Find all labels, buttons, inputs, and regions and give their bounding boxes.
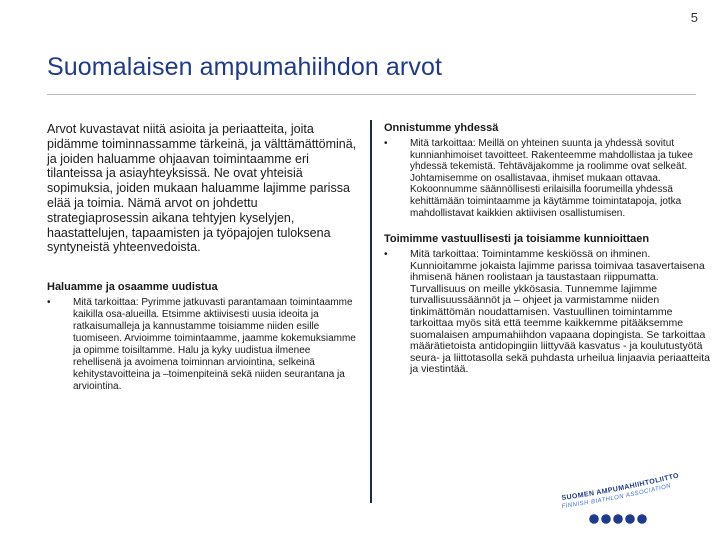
bullet-text: Mitä tarkoittaa: Toimintamme keskiössä on ihminen. Kunnioitamme jokaista lajimme parissa toimivaa tasavertaisena ihmisenä hänen roolistaan ja taustastaan riippumatta. Turvallisuus on meille ykkösasia. Tunnemme lajimme turvallisuussäännöt ja – ohjeet ja varmistamme niiden tinkimättömän noudattamisen. Vastuullinen toimintamme tarkoittaa myös sitä että teemme kaikkemme pitääksemme suomalaisen ampumahiihdon vapaana dopingista. Se tarkoittaa määrätietoista antidopingiin liittyvää kasvatus - ja koulutustyötä seura- ja liittotasolla sekä puhdasta urheilua linjaavia periaatteita ja viestintää.: [410, 248, 710, 376]
association-logo-graphic: [552, 472, 712, 530]
right-column: [384, 122, 710, 474]
logo-dot: [625, 514, 635, 524]
logo-dot: [613, 514, 623, 524]
logo-dot: [637, 514, 647, 524]
bullet-marker: •: [384, 249, 388, 261]
page-title: Suomalaisen ampumahiihdon arvot: [47, 53, 442, 81]
title-divider: [47, 94, 696, 95]
logo-dot: [601, 514, 611, 524]
value-section-responsibility: [384, 233, 710, 376]
section-heading: Toimimme vastuullisesti ja toisiamme kunnioittaen: [384, 233, 650, 246]
logo-text-line1: SUOMEN AMPUMAHIIHTOLIITTO: [561, 472, 680, 502]
bullet-text: Mitä tarkoittaa: Meillä on yhteinen suunta ja yhdessä sovitut kunnianhimoiset tavoitteet. Rakenteemme mahdollistaa ja tukee yhdessä tekemistä. Tehtäväjakomme ja roolimme ovat selkeät. Johtamisemme on osallistavaa, ihmiset mukaan ottavaa. Kokoonnumme säännöllisesti erilaisilla foorumeilla yhdessä kehittämään toimintaamme ja käytämme toimintatapoja, jotka mahdollistavat kaikkien aktiivisen osallistumisen.: [410, 138, 693, 219]
bullet-marker: •: [47, 297, 51, 309]
bullet-item: [384, 249, 710, 376]
logo-dot: [589, 514, 599, 524]
value-section-renew: [47, 281, 359, 392]
bullet-item: [47, 297, 359, 392]
left-column: [47, 122, 359, 392]
logo-text-line2: FINNISH BIATHLON ASSOCIATION: [561, 483, 672, 510]
page-number: 5: [690, 10, 698, 25]
section-heading: Onnistumme yhdessä: [384, 122, 499, 134]
bullet-text: Mitä tarkoittaa: Pyrimme jatkuvasti parantamaan toimintaamme kaikilla osa-alueilla. Etsimme aktiivisesti uusia ideoita ja ratkaisumalleja ja kannustamme toisiamme niiden esille tuomiseen. Arvioimme toimintaamme, jaamme kokemuksiamme ja opimme toisiltamme. Halu ja kyky uudistua ilmenee rehellisenä ja avoimena toiminnan arviointina, selkeinä kehitystavoitteina ja –toimenpiteinä sekä niiden seurantana ja arviointina.: [73, 297, 356, 392]
intro-paragraph: Arvot kuvastavat niitä asioita ja periaatteita, joita pidämme toiminnassamme tärkeinä, ja välttämättöminä, ja joiden haluamme ohjaavan toimintaamme eri tilanteissa ja asiayhteyksissä. Ne ovat yhteisiä sopimuksia, joiden mukaan haluamme lajimme parissa elää ja toimia. Nämä arvot on johdettu strategiaprosessin aikana tehtyjen kyselyjen, haastattelujen, tapaamisten ja työpajojen tuloksena syntyneistä yhteenvedoista.: [47, 122, 357, 255]
section-heading: Haluamme ja osaamme uudistua: [47, 281, 218, 294]
bullet-marker: •: [384, 138, 388, 149]
column-divider: [370, 120, 372, 503]
value-section-together: [384, 122, 710, 219]
bullet-item: [384, 138, 710, 219]
association-logo: [552, 472, 712, 530]
